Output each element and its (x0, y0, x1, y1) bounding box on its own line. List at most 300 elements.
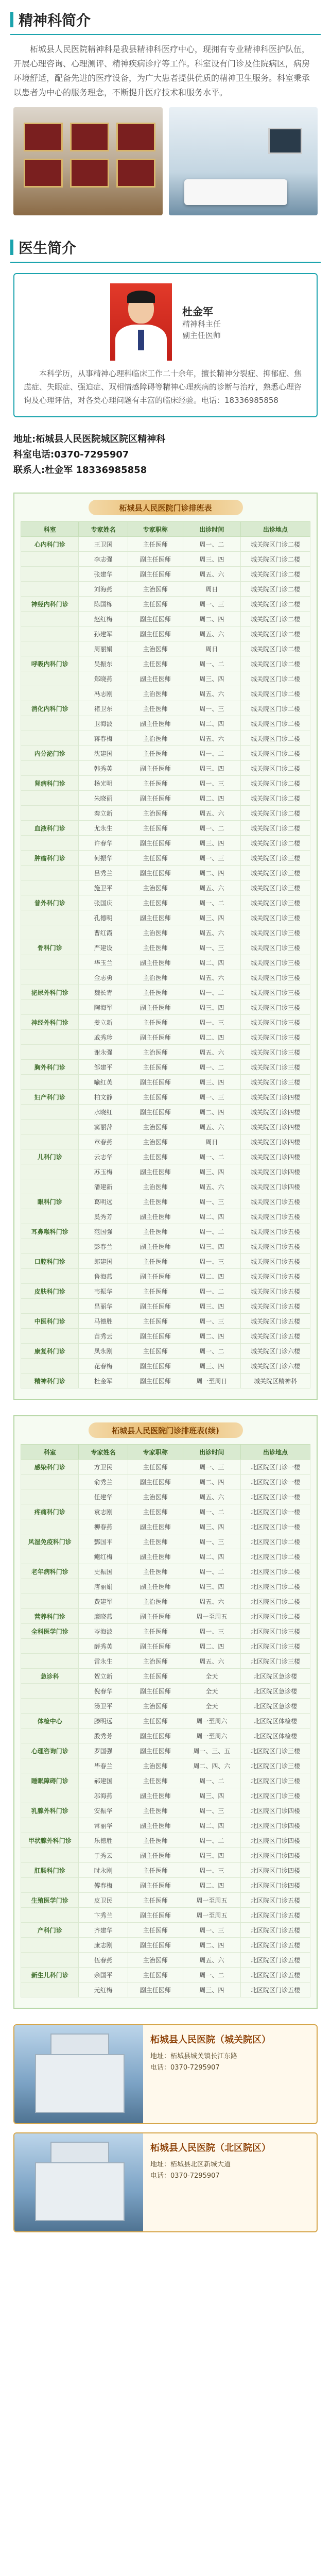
table-cell: 倪春华 (79, 1684, 128, 1699)
table-cell: 卞秀兰 (79, 1908, 128, 1923)
table-cell: 主任医师 (128, 895, 183, 910)
table-cell: 副主任医师 (128, 1549, 183, 1564)
table-cell: 褚卫东 (79, 701, 128, 716)
table-cell: 周五、六 (183, 1045, 240, 1060)
table-cell: 主治医师 (128, 1654, 183, 1669)
dept-cell: 肾病科门诊 (21, 776, 79, 791)
accent-bar (10, 240, 13, 255)
dept-cell (21, 806, 79, 821)
table-cell: 周一、三 (183, 701, 240, 716)
table-cell: 北区院区门诊四楼 (241, 1878, 310, 1893)
table-row (21, 1269, 310, 1284)
table-row (21, 1714, 310, 1728)
table-cell: 北区院区门诊一楼 (241, 1519, 310, 1534)
table-cell: 沈建国 (79, 746, 128, 761)
table-row (21, 1314, 310, 1329)
table-cell: 北区院区门诊五楼 (241, 1953, 310, 1968)
table-cell: 副主任医师 (128, 1938, 183, 1953)
table-cell: 北区院区门诊四楼 (241, 1818, 310, 1833)
table-cell: 主任医师 (128, 776, 183, 791)
table-cell: 潘建新 (79, 1179, 128, 1194)
table-cell: 主任医师 (128, 1833, 183, 1848)
table-cell: 主任医师 (128, 1534, 183, 1549)
dept-cell (21, 612, 79, 626)
schedule-1 (13, 493, 318, 1400)
table-cell: 副主任医师 (128, 1878, 183, 1893)
dept-cell (21, 1030, 79, 1045)
table-cell: 主治医师 (128, 1045, 183, 1060)
table-cell: 城关院区门诊三楼 (241, 925, 310, 940)
table-cell: 周二、四 (183, 612, 240, 626)
table-cell: 北区院区门诊三楼 (241, 1639, 310, 1654)
table-cell: 北区院区门诊四楼 (241, 1863, 310, 1878)
table-cell: 陶海军 (79, 1000, 128, 1015)
table-cell: 北区院区门诊三楼 (241, 1758, 310, 1773)
table-cell: 花春梅 (79, 1359, 128, 1374)
table-cell: 城关院区门诊四楼 (241, 1149, 310, 1164)
table-cell: 许春华 (79, 836, 128, 851)
table-row (21, 746, 310, 761)
building-photo (14, 2025, 143, 2123)
table-cell: 周二、四 (183, 1030, 240, 1045)
table-row (21, 1728, 310, 1743)
table-row (21, 537, 310, 552)
table-row (21, 1833, 310, 1848)
table-cell: 雷永生 (79, 1654, 128, 1669)
table-cell: 北区院区门诊一楼 (241, 1504, 310, 1519)
table-cell: 周一、二 (183, 1224, 240, 1239)
card-phone[interactable]: 电话：0370-7295907 (150, 2172, 220, 2180)
table-cell: 孔德明 (79, 910, 128, 925)
table-cell: 北区院区门诊一楼 (241, 1489, 310, 1504)
table-row (21, 1344, 310, 1359)
dept-cell: 神经内科门诊 (21, 597, 79, 612)
table-cell: 岑海波 (79, 1624, 128, 1639)
dept-cell: 心理咨询门诊 (21, 1743, 79, 1758)
table-cell: 费建军 (79, 1594, 128, 1609)
table-cell: 周二、四 (183, 866, 240, 880)
table-cell: 郎建国 (79, 1254, 128, 1269)
dept-cell (21, 1878, 79, 1893)
table-row (21, 1120, 310, 1134)
table-cell: 周日 (183, 1134, 240, 1149)
dept-cell: 儿科门诊 (21, 1149, 79, 1164)
dept-cell: 睡眠障碍门诊 (21, 1773, 79, 1788)
table-row (21, 1179, 310, 1194)
dept-cell (21, 671, 79, 686)
table-cell: 酆国平 (79, 1534, 128, 1549)
table-cell: 周二、四、六 (183, 1758, 240, 1773)
dept-cell (21, 1579, 79, 1594)
table-row (21, 1374, 310, 1388)
table-cell: 华玉兰 (79, 955, 128, 970)
table-cell: 城关院区门诊二楼 (241, 776, 310, 791)
table-cell: 城关院区门诊六楼 (241, 1344, 310, 1359)
doctor-title: 医生简介 (19, 240, 77, 257)
table-cell: 主治医师 (128, 1758, 183, 1773)
dept-cell (21, 1519, 79, 1534)
dept-cell: 老年病科门诊 (21, 1564, 79, 1579)
table-cell: 北区院区门诊五楼 (241, 1938, 310, 1953)
table-row (21, 1908, 310, 1923)
table-cell: 城关院区门诊二楼 (241, 597, 310, 612)
table-row (21, 776, 310, 791)
table-cell: 柏文静 (79, 1090, 128, 1105)
dept-cell: 皮肤科门诊 (21, 1284, 79, 1299)
dept-cell (21, 552, 79, 567)
table-cell: 邹建平 (79, 1060, 128, 1075)
table-cell: 周五、六 (183, 806, 240, 821)
psych-section-header (0, 0, 331, 34)
dept-cell (21, 1758, 79, 1773)
card-title: 柘城县人民医院（北区院区） (150, 2143, 271, 2154)
dept-cell: 肛肠科门诊 (21, 1863, 79, 1878)
table-row (21, 1594, 310, 1609)
table-cell: 周五、六 (183, 626, 240, 641)
dept-cell: 新生儿科门诊 (21, 1968, 79, 1982)
table-row (21, 612, 310, 626)
table-cell: 周一、三 (183, 1460, 240, 1475)
dept-cell: 耳鼻喉科门诊 (21, 1224, 79, 1239)
table-row (21, 552, 310, 567)
table-cell: 城关院区门诊四楼 (241, 1105, 310, 1120)
table-cell: 周一、三 (183, 597, 240, 612)
ward-photo (169, 107, 318, 215)
table-cell: 陈国栋 (79, 597, 128, 612)
dept-cell (21, 1120, 79, 1134)
table-cell: 周一、三 (183, 940, 240, 955)
table-row (21, 1863, 310, 1878)
table-cell: 城关院区门诊二楼 (241, 612, 310, 626)
dept-cell (21, 880, 79, 895)
table-cell: 城关院区门诊六楼 (241, 1359, 310, 1374)
table-cell: 主治医师 (128, 731, 183, 746)
table-cell: 北区院区门诊二楼 (241, 1534, 310, 1549)
table-row (21, 1549, 310, 1564)
table-cell: 城关院区门诊三楼 (241, 940, 310, 955)
dept-cell (21, 1549, 79, 1564)
dept-cell (21, 1684, 79, 1699)
table-cell: 周一、三、五 (183, 1743, 240, 1758)
table-cell: 主任医师 (128, 1669, 183, 1684)
table-cell: 副主任医师 (128, 1848, 183, 1863)
table-cell: 主治医师 (128, 1699, 183, 1714)
table-cell: 副主任医师 (128, 910, 183, 925)
table-cell: 副主任医师 (128, 1299, 183, 1314)
table-row (21, 955, 310, 970)
table-row (21, 1000, 310, 1015)
table-row (21, 970, 310, 985)
table-cell: 城关院区门诊三楼 (241, 1075, 310, 1090)
photo-row (0, 107, 331, 215)
table-cell: 北区院区门诊五楼 (241, 1923, 310, 1938)
table-row (21, 1953, 310, 1968)
dept-cell (21, 1269, 79, 1284)
table-cell: 鲍红梅 (79, 1549, 128, 1564)
table-cell: 主任医师 (128, 1863, 183, 1878)
table-row (21, 1489, 310, 1504)
table-cell: 郑晓燕 (79, 671, 128, 686)
table-cell: 周一、二 (183, 1833, 240, 1848)
table-cell: 周一、三 (183, 851, 240, 866)
table-cell: 北区院区急诊楼 (241, 1684, 310, 1699)
doctor-card (13, 273, 318, 417)
table-cell: 窦丽萍 (79, 1120, 128, 1134)
table-cell: 喻红英 (79, 1075, 128, 1090)
table-cell: 北区院区门诊二楼 (241, 1564, 310, 1579)
table-cell: 副主任医师 (128, 1728, 183, 1743)
table-cell: 城关院区门诊二楼 (241, 761, 310, 776)
table-row (21, 880, 310, 895)
table-cell: 城关院区门诊三楼 (241, 910, 310, 925)
table-cell: 副主任医师 (128, 1374, 183, 1388)
table-cell: 副主任医师 (128, 626, 183, 641)
table-cell: 周三、四 (183, 1299, 240, 1314)
table-cell: 主任医师 (128, 1194, 183, 1209)
table-row (21, 1045, 310, 1060)
table-cell: 副主任医师 (128, 791, 183, 806)
table-row (21, 1803, 310, 1818)
table-cell: 赵红梅 (79, 612, 128, 626)
table-cell: 副主任医师 (128, 671, 183, 686)
dept-cell (21, 836, 79, 851)
table-cell: 周三、四 (183, 1239, 240, 1254)
dept-cell (21, 1045, 79, 1060)
dept-cell: 呼吸内科门诊 (21, 656, 79, 671)
table-cell: 主任医师 (128, 746, 183, 761)
column-header: 专家姓名 (79, 1445, 128, 1460)
table-cell: 周二、四 (183, 1475, 240, 1489)
table-cell: 周五、六 (183, 880, 240, 895)
column-header: 出诊时间 (183, 522, 240, 537)
table-cell: 城关院区门诊二楼 (241, 836, 310, 851)
dept-cell (21, 716, 79, 731)
table-cell: 周一、二 (183, 1344, 240, 1359)
table-row (21, 1758, 310, 1773)
dept-cell (21, 582, 79, 597)
doctor-role: 精神科主任 (182, 319, 221, 329)
table-cell: 凤永刚 (79, 1344, 128, 1359)
table-cell: 城关院区门诊二楼 (241, 656, 310, 671)
table-cell: 主任医师 (128, 1284, 183, 1299)
table-cell: 周二、四 (183, 1105, 240, 1120)
table-cell: 北区院区门诊三楼 (241, 1773, 310, 1788)
table-cell: 于秀云 (79, 1848, 128, 1863)
table-cell: 周三、四 (183, 552, 240, 567)
table-cell: 刘海燕 (79, 582, 128, 597)
dept-cell (21, 686, 79, 701)
table-cell: 主任医师 (128, 851, 183, 866)
table-cell: 城关院区门诊五楼 (241, 1314, 310, 1329)
table-cell: 滕明远 (79, 1714, 128, 1728)
dept-cell: 急诊科 (21, 1669, 79, 1684)
dept-cell (21, 1075, 79, 1090)
column-header: 科室 (21, 1445, 79, 1460)
dept-cell: 疼痛科门诊 (21, 1504, 79, 1519)
table-cell: 城关院区门诊五楼 (241, 1299, 310, 1314)
table-cell: 城关院区门诊二楼 (241, 626, 310, 641)
table-cell: 水晓红 (79, 1105, 128, 1120)
column-header: 专家姓名 (79, 522, 128, 537)
dept-cell: 消化内科门诊 (21, 701, 79, 716)
dept-cell (21, 1239, 79, 1254)
table-cell: 魏长青 (79, 985, 128, 1000)
column-header: 出诊时间 (183, 1445, 240, 1460)
table-row (21, 1164, 310, 1179)
table-cell: 北区院区门诊一楼 (241, 1475, 310, 1489)
table-cell: 副主任医师 (128, 866, 183, 880)
table-row (21, 1923, 310, 1938)
table-cell: 周一、三 (183, 1194, 240, 1209)
table-cell: 副主任医师 (128, 1239, 183, 1254)
dept-cell (21, 1938, 79, 1953)
table-cell: 城关院区门诊五楼 (241, 1254, 310, 1269)
dept-cell (21, 910, 79, 925)
table-cell: 余国平 (79, 1968, 128, 1982)
table-cell: 方卫民 (79, 1460, 128, 1475)
table-row (21, 910, 310, 925)
table-cell: 柳春燕 (79, 1519, 128, 1534)
table-cell: 蒋春梅 (79, 731, 128, 746)
table-cell: 城关院区门诊二楼 (241, 791, 310, 806)
table-cell: 主治医师 (128, 582, 183, 597)
column-header: 专家职称 (128, 522, 183, 537)
table-cell: 城关院区门诊三楼 (241, 1015, 310, 1030)
psych-title: 精神科简介 (19, 12, 91, 29)
table-cell: 元红梅 (79, 1982, 128, 1997)
table-cell: 北区院区门诊三楼 (241, 1788, 310, 1803)
table-cell: 云志华 (79, 1149, 128, 1164)
honor-wall-photo (13, 107, 163, 215)
dept-cell: 神经外科门诊 (21, 1015, 79, 1030)
table-row (21, 1684, 310, 1699)
table-cell: 副主任医师 (128, 612, 183, 626)
table-cell: 昌丽华 (79, 1299, 128, 1314)
contact-address: 地址:柘城县人民医院城区院区精神科 (13, 434, 166, 445)
table-row (21, 1878, 310, 1893)
table-cell: 副主任医师 (128, 1684, 183, 1699)
dept-cell (21, 731, 79, 746)
dept-cell: 骨科门诊 (21, 940, 79, 955)
table-row (21, 1893, 310, 1908)
table-cell: 周一、二 (183, 746, 240, 761)
dept-cell: 产科门诊 (21, 1923, 79, 1938)
table-cell: 主治医师 (128, 925, 183, 940)
table-row (21, 761, 310, 776)
table-cell: 城关院区门诊三楼 (241, 1030, 310, 1045)
table-row (21, 641, 310, 656)
schedule-1-banner (89, 500, 243, 515)
table-row (21, 686, 310, 701)
dept-cell: 全科医学门诊 (21, 1624, 79, 1639)
table-cell: 城关院区门诊三楼 (241, 851, 310, 866)
table-cell: 主任医师 (128, 1254, 183, 1269)
table-row (21, 716, 310, 731)
table-cell: 周三、四 (183, 1848, 240, 1863)
table-cell: 曹红霞 (79, 925, 128, 940)
dept-cell: 感染科门诊 (21, 1460, 79, 1475)
table-cell: 贺立新 (79, 1669, 128, 1684)
dept-cell (21, 866, 79, 880)
table-cell: 城关院区门诊二楼 (241, 806, 310, 821)
table-cell: 副主任医师 (128, 1639, 183, 1654)
table-cell: 齐建华 (79, 1923, 128, 1938)
table-cell: 周二、四 (183, 1818, 240, 1833)
table-row (21, 1504, 310, 1519)
table-cell: 副主任医师 (128, 1359, 183, 1374)
table-cell: 周三、四 (183, 1579, 240, 1594)
table-cell: 周五、六 (183, 567, 240, 582)
table-cell: 城关院区门诊五楼 (241, 1269, 310, 1284)
table-cell: 朱晓丽 (79, 791, 128, 806)
table-cell: 周三、四 (183, 1788, 240, 1803)
dept-cell (21, 1299, 79, 1314)
table-row (21, 1788, 310, 1803)
table-cell: 城关院区门诊四楼 (241, 1134, 310, 1149)
table-cell: 彭春兰 (79, 1239, 128, 1254)
contact-phone[interactable]: 科室电话:0370-7295907 (13, 449, 129, 460)
table-row (21, 1639, 310, 1654)
dept-cell: 内分泌门诊 (21, 746, 79, 761)
table-cell: 安振华 (79, 1803, 128, 1818)
table-cell: 主任医师 (128, 985, 183, 1000)
dept-cell (21, 1594, 79, 1609)
dept-cell (21, 1359, 79, 1374)
table-cell: 城关院区门诊二楼 (241, 552, 310, 567)
table-cell: 北区院区门诊一楼 (241, 1460, 310, 1475)
table-row (21, 1848, 310, 1863)
table-cell: 杜金军 (79, 1374, 128, 1388)
table-cell: 城关院区门诊二楼 (241, 671, 310, 686)
dept-cell: 营养科门诊 (21, 1609, 79, 1624)
table-row (21, 821, 310, 836)
table-row (21, 1624, 310, 1639)
table-cell: 北区院区门诊五楼 (241, 1908, 310, 1923)
table-cell: 周二、四 (183, 1938, 240, 1953)
dept-cell: 普外科门诊 (21, 895, 79, 910)
table-cell: 城关院区门诊二楼 (241, 582, 310, 597)
table-cell: 副主任医师 (128, 1030, 183, 1045)
dept-cell (21, 1329, 79, 1344)
table-cell: 北区院区门诊五楼 (241, 1982, 310, 1997)
table-cell: 周一、二 (183, 537, 240, 552)
card-phone[interactable]: 电话：0370-7295907 (150, 2064, 220, 2072)
table-cell: 主任医师 (128, 537, 183, 552)
dept-cell (21, 1639, 79, 1654)
table-row (21, 1075, 310, 1090)
table-cell: 主任医师 (128, 1624, 183, 1639)
table-row (21, 1194, 310, 1209)
table-cell: 主任医师 (128, 940, 183, 955)
table-row (21, 791, 310, 806)
doctor-avatar (110, 283, 172, 361)
table-cell: 副主任医师 (128, 1075, 183, 1090)
table-cell: 皮卫民 (79, 1893, 128, 1908)
table-row (21, 626, 310, 641)
table-cell: 周五、六 (183, 970, 240, 985)
table-cell: 冯志刚 (79, 686, 128, 701)
table-cell: 城关院区门诊二楼 (241, 731, 310, 746)
table-cell: 副主任医师 (128, 1164, 183, 1179)
table-cell: 全天 (183, 1699, 240, 1714)
schedule-2 (13, 1415, 318, 2009)
table-cell: 周二、四 (183, 955, 240, 970)
table-cell: 周五、六 (183, 731, 240, 746)
table-cell: 周一、二 (183, 821, 240, 836)
table-cell: 副主任医师 (128, 836, 183, 851)
dept-cell: 生殖医学门诊 (21, 1893, 79, 1908)
doctor-section-header (0, 228, 331, 262)
